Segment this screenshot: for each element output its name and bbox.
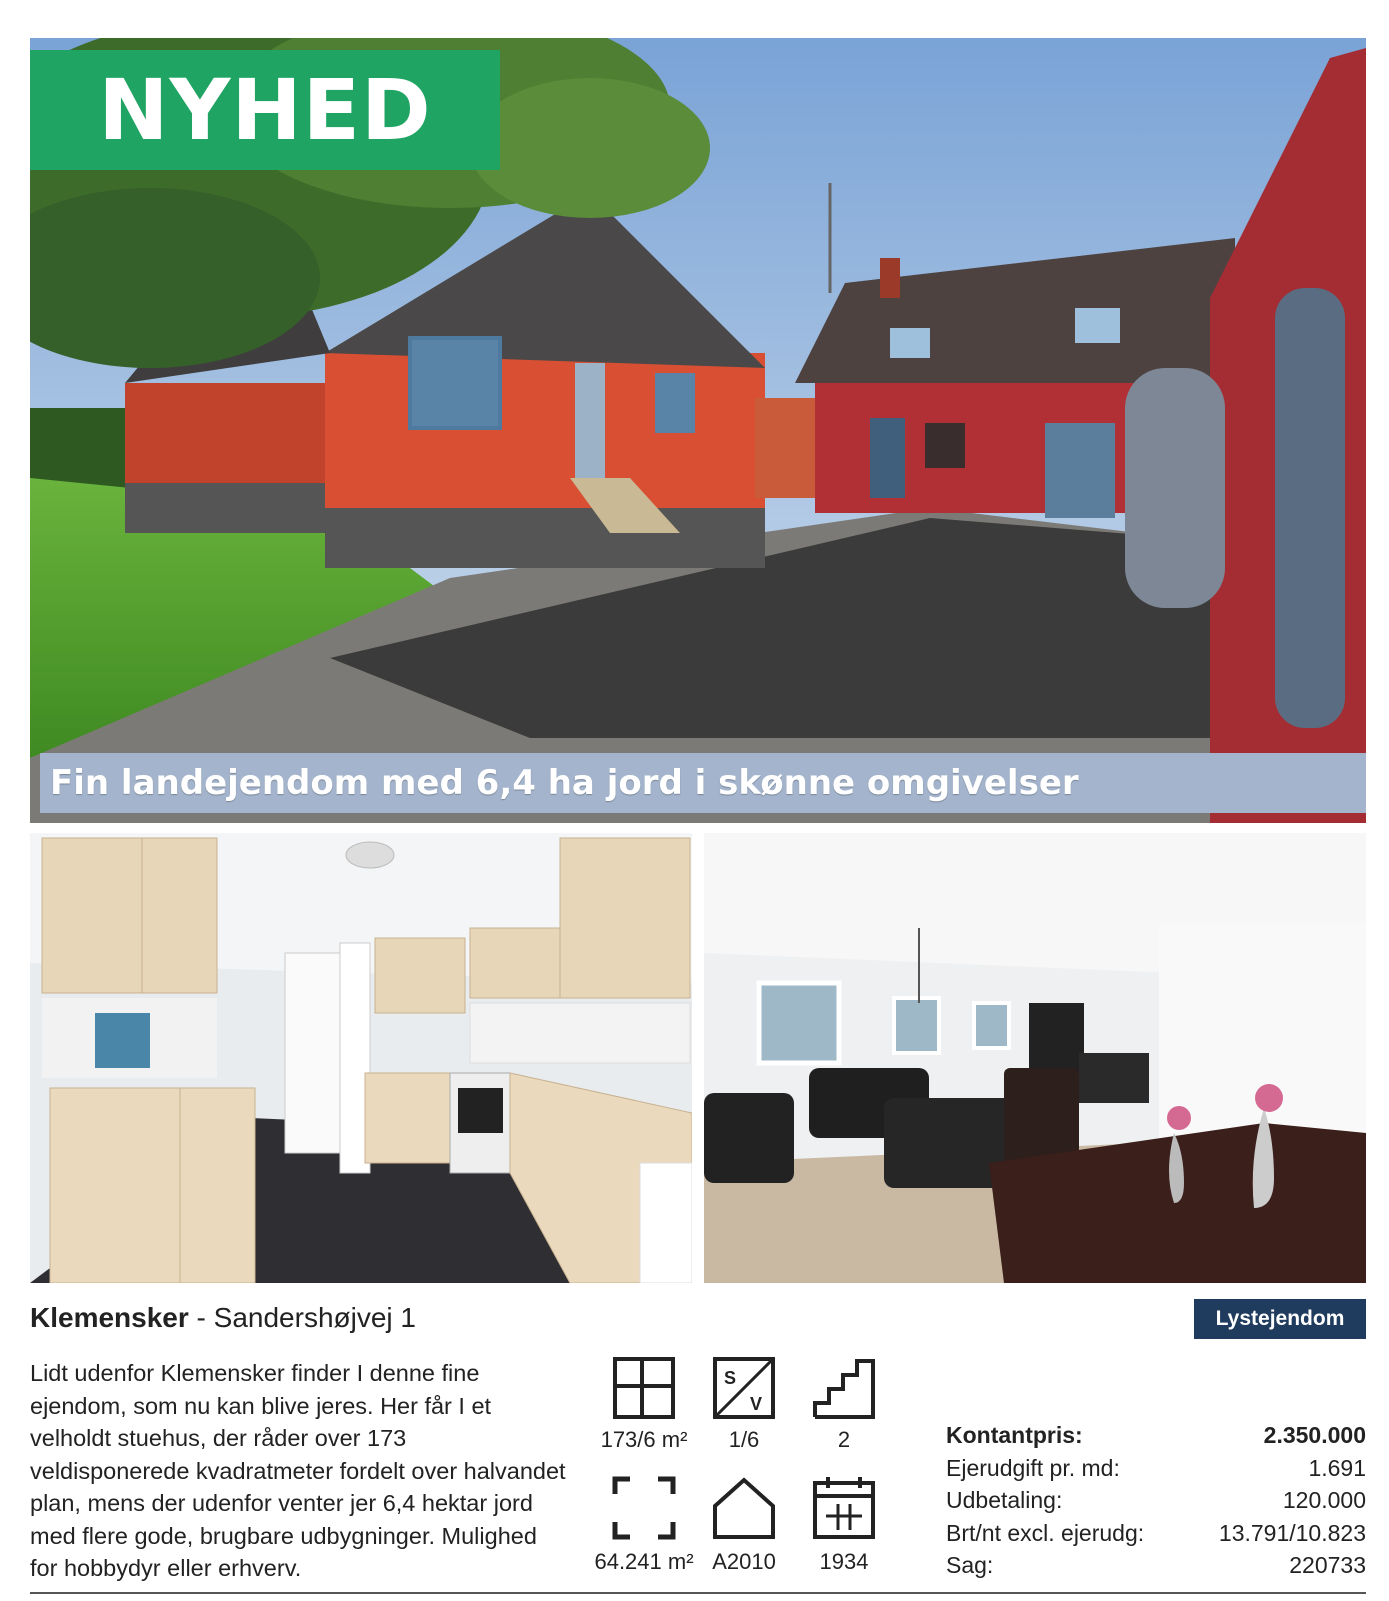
address-separator: - xyxy=(188,1302,214,1333)
fact-value-plot: 64.241 m² xyxy=(594,1549,694,1574)
category-badge: Lystejendom xyxy=(1194,1299,1366,1339)
price-value: 220733 xyxy=(1289,1552,1366,1578)
price-label: Udbetaling: xyxy=(946,1487,1063,1513)
stairs-icon xyxy=(812,1356,876,1420)
listing-description: Lidt udenfor Klemensker finder I denne fine ejendom, som nu kan blive jeres. Her får I et velholdt stuehus, der råder over 173 veldisponerede kvadratmeter fordelt over halvandet plan, mens der udenfor venter jer 6,4 hektar jord med flere gode, brugbare udbygninger. Mulighed for hobbydyr eller erhverv. xyxy=(30,1360,566,1581)
plot-area-icon xyxy=(612,1476,676,1540)
fact-value-floors: 2 xyxy=(837,1427,851,1452)
price-value: 13.791/10.823 xyxy=(1218,1519,1366,1546)
price-row-brutto-netto xyxy=(946,1517,1366,1550)
fact-value-sv: 1/6 xyxy=(728,1427,760,1452)
price-row-ejerudgift xyxy=(946,1452,1366,1485)
price-table xyxy=(946,1419,1366,1582)
price-label: Sag: xyxy=(946,1552,994,1578)
svg-text:S: S xyxy=(724,1368,737,1388)
bottom-divider xyxy=(30,1592,1366,1594)
price-value: 1.691 xyxy=(1308,1454,1366,1481)
house-icon xyxy=(712,1476,776,1540)
price-value: 120.000 xyxy=(1282,1487,1366,1513)
price-label: Kontantpris: xyxy=(946,1422,1083,1448)
city-name: Klemensker xyxy=(30,1302,189,1333)
sv-icon xyxy=(712,1356,776,1420)
calendar-icon xyxy=(812,1476,876,1540)
price-row-kontantpris xyxy=(946,1419,1366,1452)
fact-value-energy: A2010 xyxy=(712,1549,776,1574)
price-label: Ejerudgift pr. md: xyxy=(946,1454,1120,1481)
price-row-sag xyxy=(946,1549,1366,1582)
kitchen-photo xyxy=(30,833,692,1283)
price-label: Brt/nt excl. ejerudg: xyxy=(946,1519,1145,1546)
price-value: 2.350.000 xyxy=(1263,1422,1366,1448)
floorplan-icon xyxy=(612,1356,676,1420)
address-line xyxy=(30,1300,416,1336)
headline-banner: Fin landejendom med 6,4 ha jord i skønne omgivelser xyxy=(40,753,1366,813)
nyhed-ribbon: NYHED xyxy=(30,50,500,170)
fact-value-area: 173/6 m² xyxy=(600,1427,688,1452)
living-room-photo xyxy=(704,833,1366,1283)
price-row-udbetaling xyxy=(946,1484,1366,1517)
fact-value-year: 1934 xyxy=(819,1549,869,1574)
street-address: Sandershøjvej 1 xyxy=(213,1302,416,1333)
svg-text:V: V xyxy=(750,1394,763,1414)
